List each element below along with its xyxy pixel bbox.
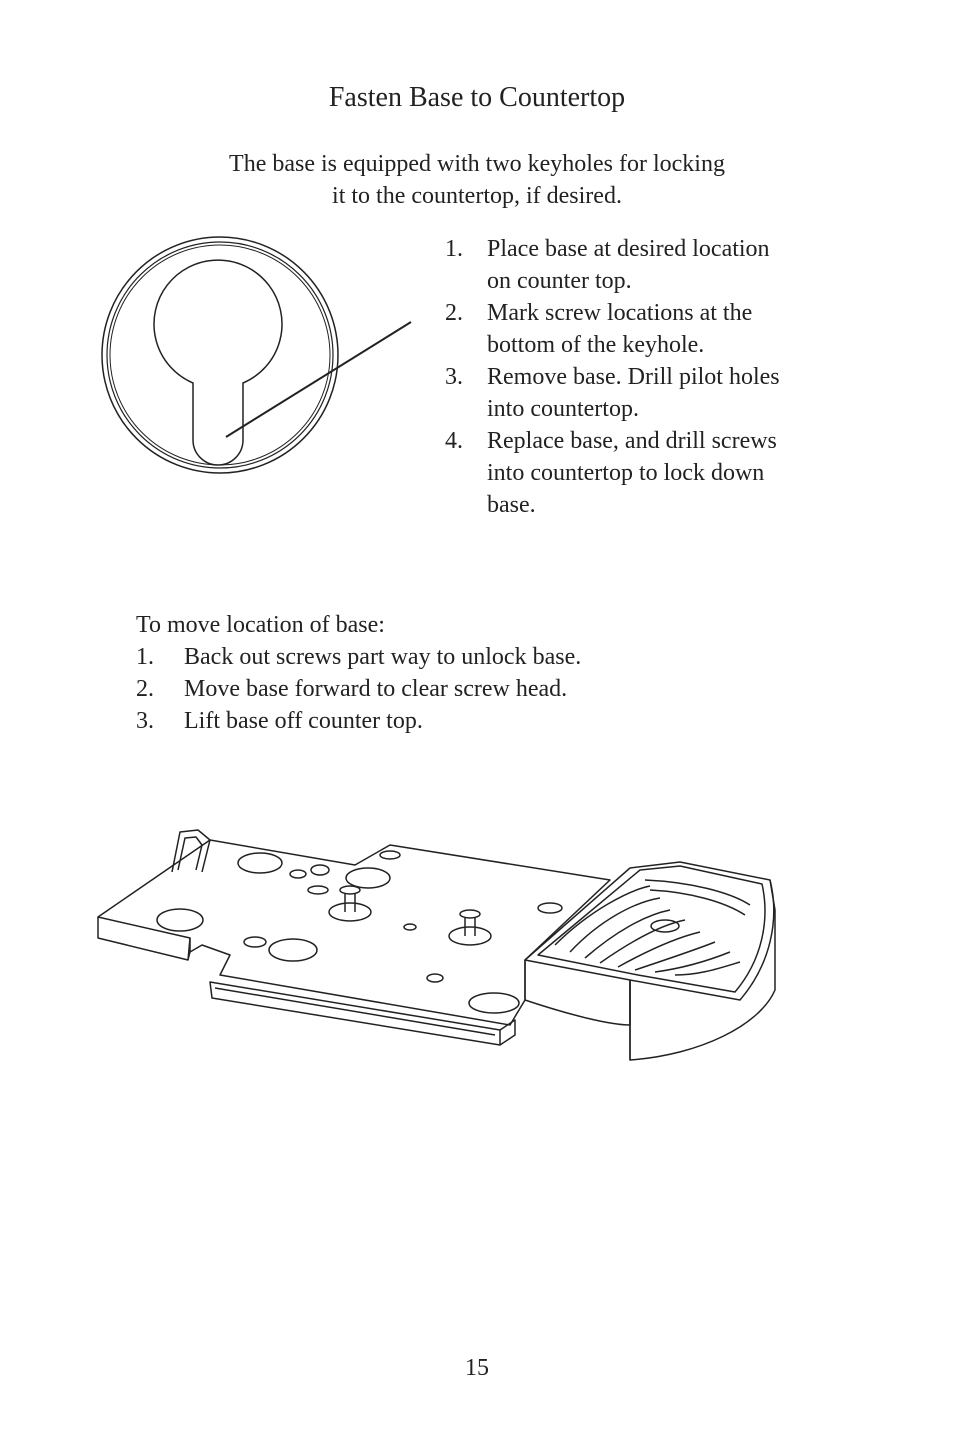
step-text: Remove base. Drill pilot holes into countertop. xyxy=(487,364,780,422)
step-text: Lift base off counter top. xyxy=(184,708,423,734)
intro-line-2: it to the countertop, if desired. xyxy=(332,183,622,209)
base-illustration xyxy=(90,820,790,1070)
keyhole-diagram xyxy=(95,235,425,480)
intro-paragraph xyxy=(0,148,954,212)
move-base-section xyxy=(136,609,836,737)
install-step-3 xyxy=(445,361,865,425)
step-text: Back out screws part way to unlock base. xyxy=(184,644,582,670)
step-text: Replace base, and drill screws into countertop to lock down base. xyxy=(487,428,777,518)
intro-line-1: The base is equipped with two keyholes for locking xyxy=(229,151,725,177)
page-title: Fasten Base to Countertop xyxy=(328,82,626,113)
step-number: 3. xyxy=(445,364,463,390)
install-step-1 xyxy=(445,233,865,297)
step-number: 1. xyxy=(445,236,463,262)
page-number: 15 xyxy=(465,1355,489,1381)
step-number: 4. xyxy=(445,428,463,454)
step-number: 2. xyxy=(136,676,154,702)
move-step-1 xyxy=(136,641,836,673)
move-heading: To move location of base: xyxy=(136,612,385,638)
step-text: Place base at desired location on counter top. xyxy=(487,236,770,294)
step-text: Move base forward to clear screw head. xyxy=(184,676,568,702)
step-text: Mark screw locations at the bottom of the keyhole. xyxy=(487,300,753,358)
install-step-4 xyxy=(445,425,865,521)
step-number: 1. xyxy=(136,644,154,670)
step-number: 2. xyxy=(445,300,463,326)
step-number: 3. xyxy=(136,708,154,734)
install-steps xyxy=(445,233,865,521)
install-step-2 xyxy=(445,297,865,361)
move-step-3 xyxy=(136,705,836,737)
move-step-2 xyxy=(136,673,836,705)
